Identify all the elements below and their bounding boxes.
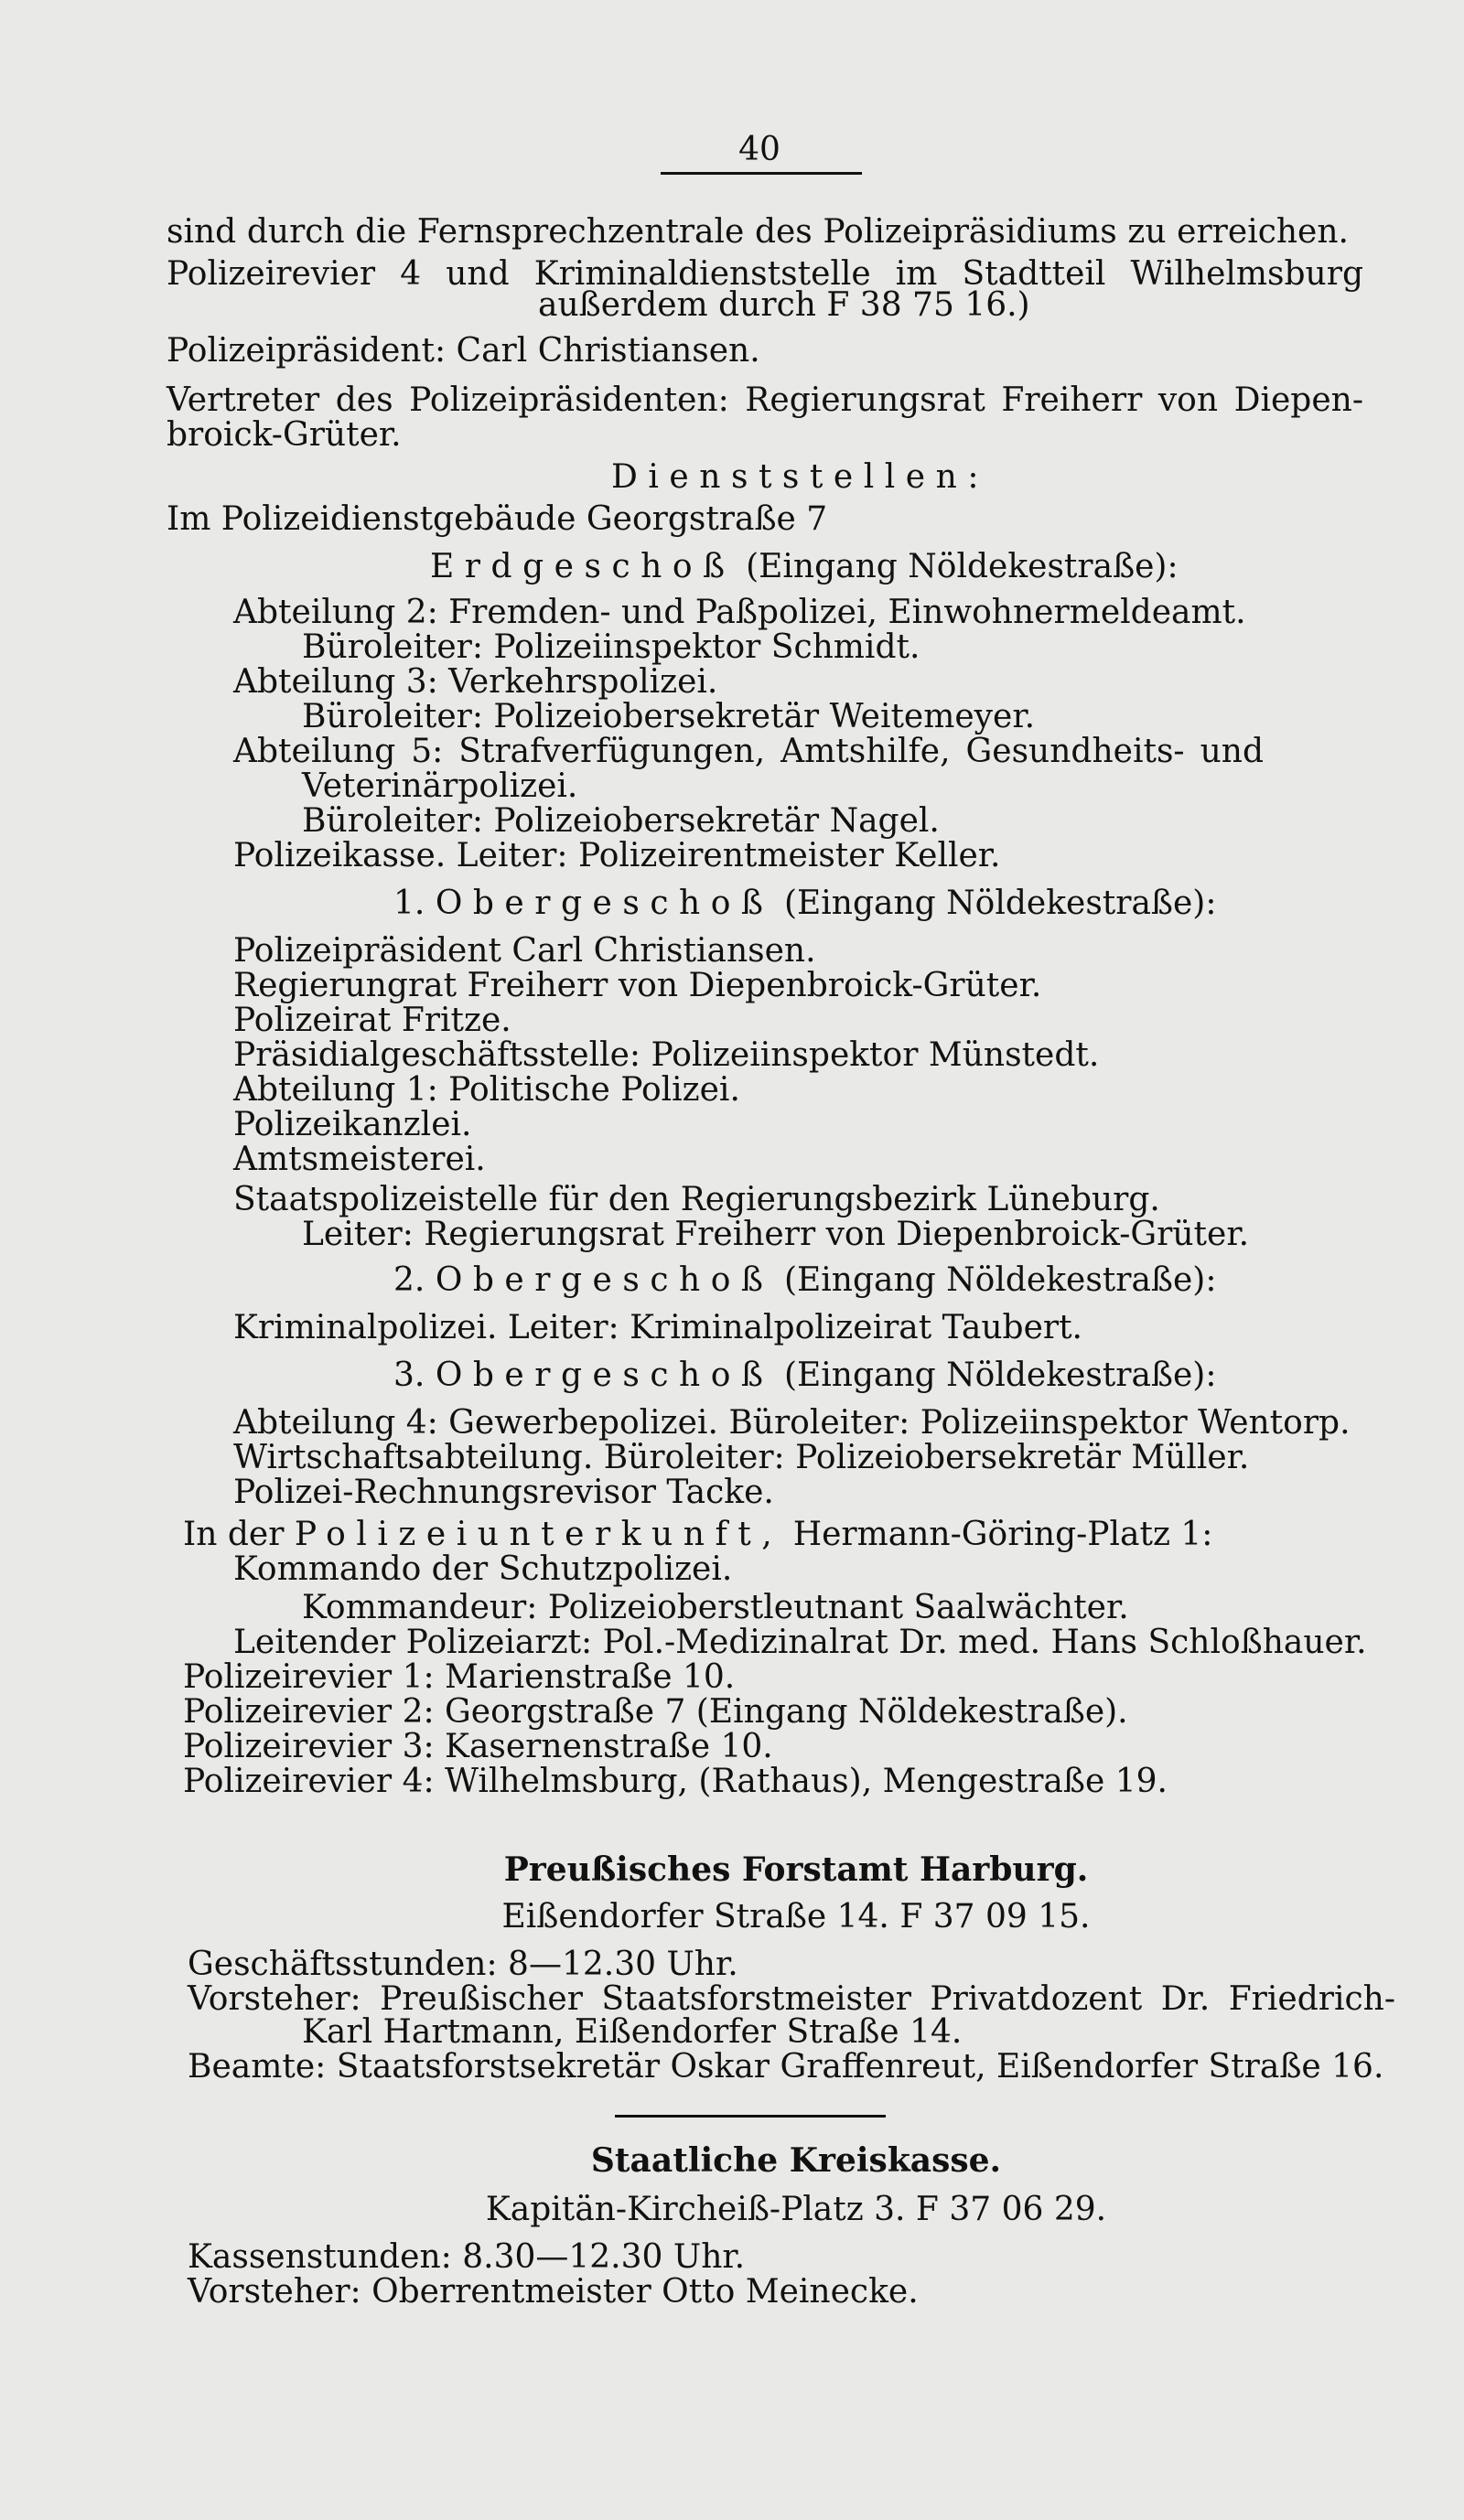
floor-heading-2 [393,1260,1216,1301]
og2-line-1: Kriminalpolizei. Leiter: Kriminalpolizeirat Taubert. [233,1309,1083,1346]
unterkunft-prefix: In der [183,1516,285,1553]
forstamt-head-line-2: Karl Hartmann, Eißendorfer Straße 14. [302,2013,963,2051]
og1-line-8: Staatspolizeistelle für den Regierungsbezirk Lüneburg. [233,1181,1160,1218]
unterkunft-name: Polizeiunterkunft, [294,1516,783,1553]
kreiskasse-head: Vorsteher: Oberrentmeister Otto Meinecke. [188,2273,919,2311]
unterkunft-line-3: Leitender Polizeiarzt: Pol.-Medizinalrat Dr. med. Hans Schloßhauer. [233,1624,1367,1661]
forstamt-head-line-1: Vorsteher: Preußischer Staatsforstmeister Privatdozent Dr. Friedrich- [188,1980,1395,2018]
og1-line-1: Polizeipräsident Carl Christiansen. [233,932,816,970]
forstamt-address: Eißendorfer Straße 14. F 37 09 15. [501,1898,1091,1936]
forstamt-staff: Beamte: Staatsforstsekretär Oskar Graffenreut, Eißendorfer Straße 16. [188,2048,1384,2086]
intro-line-1: sind durch die Fernsprechzentrale des Polizeipräsidiums zu erreichen. [167,213,1349,251]
floor-number: 2. [393,1261,425,1299]
ground-line-5: Abteilung 5: Strafverfügungen, Amtshilfe, Gesundheits- und [233,733,1264,770]
floor-heading-1 [393,884,1216,924]
header-rule [661,172,862,175]
og1-line-5: Abteilung 1: Politische Polizei. [233,1071,740,1109]
floor-number: 3. [393,1357,425,1394]
intro-line-3: außerdem durch F 38 75 16.) [538,286,1030,324]
floor-heading-3 [393,1356,1216,1396]
dienststellen-heading: Dienststellen: [611,458,989,496]
kreiskasse-title: Staatliche Kreiskasse. [590,2141,1002,2180]
og1-line-2: Regierungrat Freiherr von Diepenbroick-Grüter. [233,967,1042,1004]
unterkunft-line-7: Polizeirevier 4: Wilhelmsburg, (Rathaus), Mengestraße 19. [183,1763,1168,1800]
ground-line-7: Büroleiter: Polizeiobersekretär Nagel. [302,802,940,840]
floor-heading-entrance: (Eingang Nöldekestraße): [783,885,1217,922]
forstamt-hours: Geschäftsstunden: 8—12.30 Uhr. [188,1946,738,1983]
og3-line-2: Wirtschaftsabteilung. Büroleiter: Polizeiobersekretär Müller. [233,1439,1250,1476]
floor-heading-label: Obergeschoß [435,885,774,922]
floor-number: 1. [393,885,425,922]
og1-line-4: Präsidialgeschäftsstelle: Polizeiinspektor Münstedt. [233,1036,1100,1074]
ground-line-8: Polizeikasse. Leiter: Polizeirentmeister Keller. [233,837,1001,874]
unterkunft-line-2: Kommandeur: Polizeioberstleutnant Saalwächter. [302,1589,1129,1626]
unterkunft-line-5: Polizeirevier 2: Georgstraße 7 (Eingang Nöldekestraße). [183,1693,1128,1731]
unterkunft-address: Hermann-Göring-Platz 1: [792,1516,1213,1553]
floor-heading-entrance: (Eingang Nöldekestraße): [746,548,1179,585]
floor-heading-ground [430,547,1179,587]
og3-line-3: Polizei-Rechnungsrevisor Tacke. [233,1474,774,1511]
forstamt-title: Preußisches Forstamt Harburg. [503,1850,1089,1889]
page-number: 40 [738,131,780,168]
floor-heading-entrance: (Eingang Nöldekestraße): [783,1261,1217,1299]
ground-line-1: Abteilung 2: Fremden- und Paßpolizei, Einwohnermeldeamt. [233,594,1246,631]
floor-heading-label: Erdgeschoß [430,548,736,585]
og1-line-9: Leiter: Regierungsrat Freiherr von Diepenbroick-Grüter. [302,1216,1250,1253]
building-address: Im Polizeidienstgebäude Georgstraße 7 [167,500,828,538]
intro-line-2: Polizeirevier 4 und Kriminaldienststelle im Stadtteil Wilhelmsburg [167,255,1363,293]
unterkunft-line-1: Kommando der Schutzpolizei. [233,1550,733,1588]
kreiskasse-address: Kapitän-Kircheiß-Platz 3. F 37 06 29. [485,2191,1107,2228]
ground-line-3: Abteilung 3: Verkehrspolizei. [233,663,718,701]
ground-line-6: Veterinärpolizei. [302,767,578,805]
og1-line-3: Polizeirat Fritze. [233,1002,511,1039]
police-president: Polizeipräsident: Carl Christiansen. [167,332,760,370]
floor-heading-entrance: (Eingang Nöldekestraße): [783,1357,1217,1394]
ground-line-4: Büroleiter: Polizeiobersekretär Weitemeyer. [302,698,1036,735]
kreiskasse-hours: Kassenstunden: 8.30—12.30 Uhr. [188,2238,746,2276]
og3-line-1: Abteilung 4: Gewerbepolizei. Büroleiter: Polizeiinspektor Wentorp. [233,1404,1351,1442]
ground-line-2: Büroleiter: Polizeiinspektor Schmidt. [302,628,920,666]
deputy-line-2: broick-Grüter. [167,416,402,454]
section-rule [615,2115,886,2118]
unterkunft-line-6: Polizeirevier 3: Kasernenstraße 10. [183,1728,773,1765]
unterkunft-line-4: Polizeirevier 1: Marienstraße 10. [183,1658,736,1696]
og1-line-7: Amtsmeisterei. [233,1141,486,1178]
deputy-line-1: Vertreter des Polizeipräsidenten: Regierungsrat Freiherr von Diepen- [167,381,1363,419]
floor-heading-label: Obergeschoß [435,1357,774,1394]
floor-heading-label: Obergeschoß [435,1261,774,1299]
og1-line-6: Polizeikanzlei. [233,1106,472,1143]
